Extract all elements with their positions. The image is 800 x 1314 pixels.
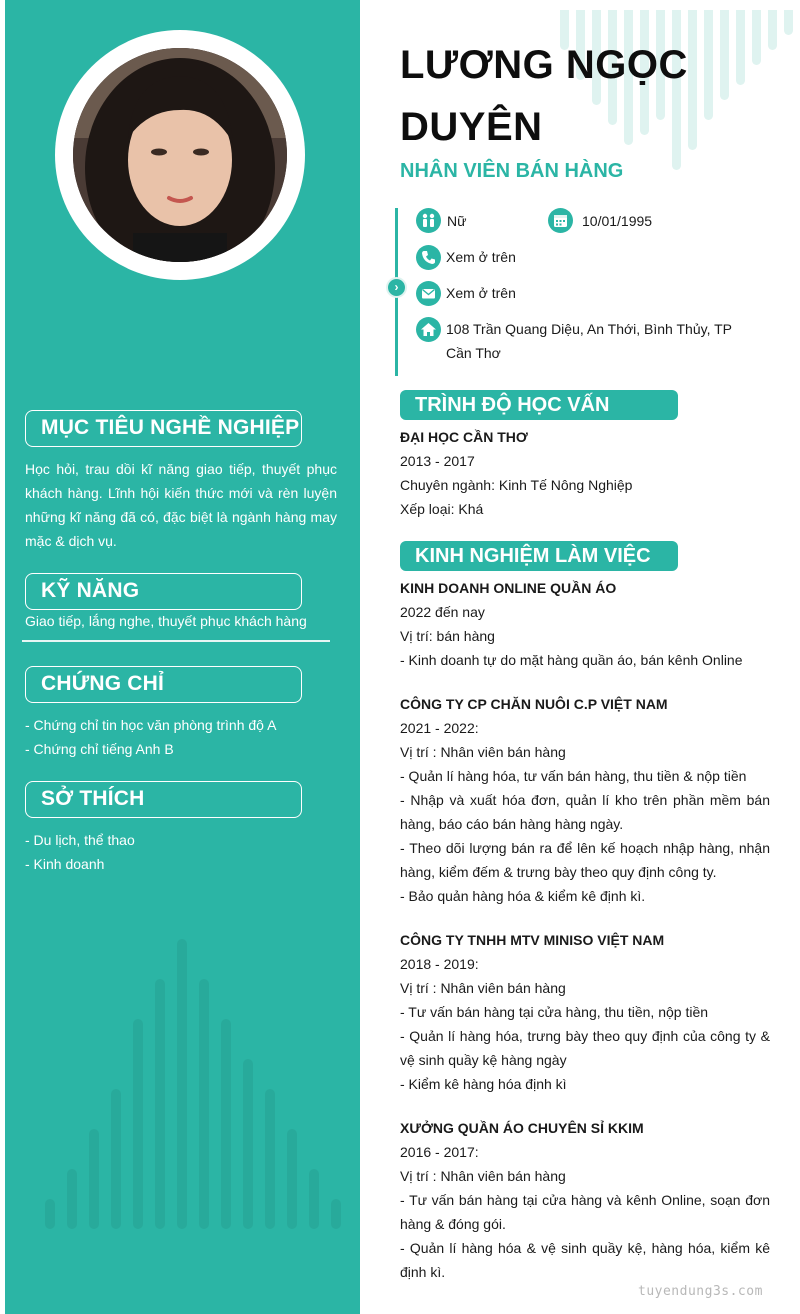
profile-photo-frame [55,30,305,280]
objective-text: Học hỏi, trau dồi kĩ năng giao tiếp, thuyết phục khách hàng. Lĩnh hội kiến thức mới và rèn luyện những kĩ năng đã có, đặc biệt là ngành hàng may mặc & dịch vụ. [25,461,337,549]
list-item: - Kinh doanh [25,856,105,872]
job-period: 2021 - 2022: [400,720,479,736]
school-name: ĐẠI HỌC CẦN THƠ [400,429,528,445]
job-position: Vị trí : Nhân viên bán hàng [400,980,566,996]
objective-heading: MỤC TIÊU NGHỀ NGHIỆP [25,410,302,447]
education-block [400,425,770,521]
job-duty: - Quản lí hàng hóa, trưng bày theo quy định của công ty & vệ sinh quầy kệ hàng ngày [400,1028,770,1068]
job-period: 2018 - 2019: [400,956,479,972]
experience-item [400,576,770,672]
email-icon [416,281,441,306]
name-line-2: DUYÊN [400,105,543,149]
job-period: 2022 đến nay [400,604,485,620]
profile-photo [73,48,287,262]
skills-text: Giao tiếp, lắng nghe, thuyết phục khách hàng [25,613,307,629]
address-line-2: Cần Thơ [446,345,501,361]
company-name: CÔNG TY CP CHĂN NUÔI C.P VIỆT NAM [400,696,668,712]
email-value: Xem ở trên [446,285,516,301]
list-item: - Du lịch, thể thao [25,832,135,848]
home-icon [416,317,441,342]
job-duty: - Quản lí hàng hóa, tư vấn bán hàng, thu tiền & nộp tiền [400,768,747,784]
hobbies-heading: SỞ THÍCH [25,781,302,818]
phone-icon [416,245,441,270]
experience-item [400,928,770,1096]
job-duty: - Kinh doanh tự do mặt hàng quần áo, bán kênh Online [400,652,743,668]
skills-heading: KỸ NĂNG [25,573,302,610]
job-position: Vị trí: bán hàng [400,628,495,644]
job-duty: - Tư vấn bán hàng tại cửa hàng, thu tiền, nộp tiền [400,1004,709,1020]
education-major: Chuyên ngành: Kinh Tế Nông Nghiệp [400,477,633,493]
experience-item [400,1116,770,1284]
decorative-bars [45,929,360,1229]
watermark: tuyendung3s.com [638,1284,763,1299]
company-name: XƯỞNG QUẦN ÁO CHUYÊN SỈ KKIM [400,1120,644,1136]
experience-item [400,692,770,908]
job-position: Vị trí : Nhân viên bán hàng [400,744,566,760]
calendar-icon [548,208,573,233]
education-rank: Xếp loại: Khá [400,501,484,517]
hobbies-list [25,828,337,876]
skills-divider [22,640,330,642]
job-duty: - Quản lí hàng hóa & vệ sinh quầy kệ, hàng hóa, kiểm kê định kì. [400,1240,770,1280]
education-heading: TRÌNH ĐỘ HỌC VẤN [400,390,678,420]
dob-value: 10/01/1995 [582,213,653,229]
certificates-heading: CHỨNG CHỈ [25,666,302,703]
chevron-right-icon: › [386,277,407,298]
job-duty: - Tư vấn bán hàng tại cửa hàng và kênh Online, soạn đơn hàng & đóng gói. [400,1192,770,1232]
gender-icon [416,208,441,233]
list-item: - Chứng chỉ tiếng Anh B [25,741,174,757]
company-name: CÔNG TY TNHH MTV MINISO VIỆT NAM [400,932,665,948]
left-sidebar [5,0,360,1314]
candidate-name [400,34,760,158]
job-duty: - Nhập và xuất hóa đơn, quản lí kho trên phần mềm bán hàng, báo cáo bán hàng hàng ngày. [400,792,770,832]
name-line-1: LƯƠNG NGỌC [400,43,688,87]
address-line-1: 108 Trần Quang Diệu, An Thới, Bình Thủy, TP [446,321,732,337]
job-duty: - Kiểm kê hàng hóa định kì [400,1076,567,1092]
address-value [446,317,746,365]
job-duty: - Bảo quản hàng hóa & kiểm kê định kì. [400,888,646,904]
job-title: NHÂN VIÊN BÁN HÀNG [400,160,624,182]
education-years: 2013 - 2017 [400,453,475,469]
experience-heading: KINH NGHIỆM LÀM VIỆC [400,541,678,571]
gender-value: Nữ [447,213,467,229]
job-duty: - Theo dõi lượng bán ra để lên kế hoạch nhập hàng, nhận hàng, kiểm đếm & trưng bày theo quy định công ty. [400,840,770,880]
phone-value: Xem ở trên [446,249,516,265]
list-item: - Chứng chỉ tin học văn phòng trình độ A [25,717,277,733]
job-period: 2016 - 2017: [400,1144,479,1160]
certificates-list [25,713,337,761]
company-name: KINH DOANH ONLINE QUẦN ÁO [400,580,617,596]
job-position: Vị trí : Nhân viên bán hàng [400,1168,566,1184]
